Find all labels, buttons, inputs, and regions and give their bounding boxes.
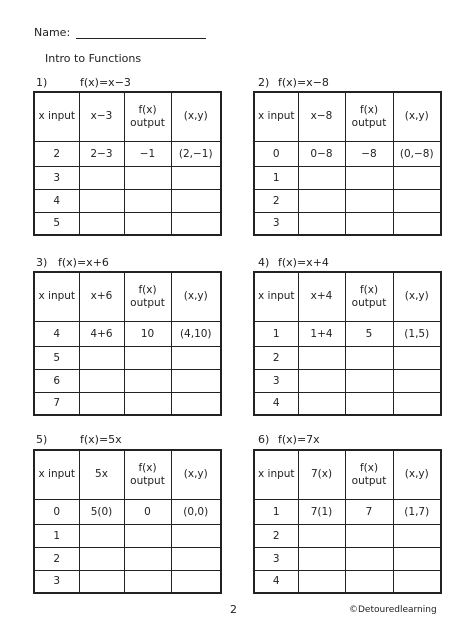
table-cell: 3 bbox=[34, 570, 79, 593]
table-cell: 10 bbox=[124, 321, 171, 346]
table-cell[interactable] bbox=[393, 166, 441, 189]
table-cell[interactable] bbox=[171, 392, 221, 415]
table-cell: 2 bbox=[34, 141, 79, 166]
problem-4-table bbox=[253, 271, 442, 416]
table-cell[interactable] bbox=[79, 392, 124, 415]
table-row bbox=[254, 346, 441, 369]
problem-function: f(x)=7x bbox=[278, 433, 320, 446]
table-cell[interactable] bbox=[124, 212, 171, 235]
table-cell[interactable] bbox=[298, 570, 345, 593]
problem-6-header bbox=[258, 433, 320, 446]
table-header-row bbox=[34, 92, 221, 141]
column-header: f(x) output bbox=[345, 92, 393, 141]
table-cell[interactable] bbox=[345, 570, 393, 593]
problem-number: 6) bbox=[258, 433, 270, 446]
table-cell: 5 bbox=[34, 212, 79, 235]
table-row bbox=[254, 369, 441, 392]
table-cell[interactable] bbox=[345, 346, 393, 369]
table-cell[interactable] bbox=[171, 189, 221, 212]
column-header: f(x) output bbox=[124, 92, 171, 141]
table-cell: 4 bbox=[34, 321, 79, 346]
table-row bbox=[34, 524, 221, 547]
table-cell[interactable] bbox=[393, 547, 441, 570]
table-row bbox=[34, 346, 221, 369]
table-cell: 2 bbox=[254, 346, 298, 369]
table-cell[interactable] bbox=[345, 524, 393, 547]
table-row bbox=[254, 166, 441, 189]
name-blank-line bbox=[76, 28, 206, 39]
table-cell[interactable] bbox=[345, 392, 393, 415]
table-row bbox=[254, 321, 441, 346]
table-cell[interactable] bbox=[171, 369, 221, 392]
table-cell[interactable] bbox=[393, 369, 441, 392]
table-cell[interactable] bbox=[79, 166, 124, 189]
problem-function: f(x)=x−8 bbox=[278, 76, 329, 89]
copyright-notice: ©Detouredlearning bbox=[349, 605, 437, 615]
table-cell: 2 bbox=[34, 547, 79, 570]
table-row bbox=[254, 141, 441, 166]
table-row bbox=[254, 547, 441, 570]
table-cell[interactable] bbox=[124, 570, 171, 593]
table-cell[interactable] bbox=[79, 547, 124, 570]
table-cell[interactable] bbox=[298, 392, 345, 415]
table-cell[interactable] bbox=[393, 189, 441, 212]
column-header: (x,y) bbox=[171, 92, 221, 141]
table-cell: 4 bbox=[254, 570, 298, 593]
column-header: x−3 bbox=[79, 92, 124, 141]
table-cell: 4 bbox=[254, 392, 298, 415]
problem-5-header bbox=[36, 433, 122, 446]
table-row bbox=[254, 392, 441, 415]
problem-2-table bbox=[253, 91, 442, 236]
problem-1-header bbox=[36, 76, 131, 89]
problem-4-header bbox=[258, 256, 329, 269]
name-label: Name: bbox=[34, 26, 71, 39]
table-cell: 0 bbox=[124, 499, 171, 524]
table-cell: −8 bbox=[345, 141, 393, 166]
column-header: x+4 bbox=[298, 272, 345, 321]
table-cell[interactable] bbox=[124, 369, 171, 392]
column-header: x input bbox=[254, 92, 298, 141]
column-header: f(x) output bbox=[124, 450, 171, 499]
problem-6-table bbox=[253, 449, 442, 594]
table-cell[interactable] bbox=[298, 166, 345, 189]
column-header: x input bbox=[34, 272, 79, 321]
table-cell: 7 bbox=[34, 392, 79, 415]
table-row bbox=[34, 212, 221, 235]
problem-2-header bbox=[258, 76, 329, 89]
table-cell[interactable] bbox=[124, 547, 171, 570]
table-row bbox=[34, 321, 221, 346]
table-cell: 1+4 bbox=[298, 321, 345, 346]
table-row bbox=[34, 369, 221, 392]
table-cell: 3 bbox=[254, 547, 298, 570]
table-row bbox=[34, 547, 221, 570]
problem-number: 3) bbox=[36, 256, 48, 269]
table-row bbox=[34, 141, 221, 166]
column-header: f(x) output bbox=[345, 450, 393, 499]
table-cell[interactable] bbox=[393, 570, 441, 593]
table-cell: (0,−8) bbox=[393, 141, 441, 166]
table-cell[interactable] bbox=[345, 212, 393, 235]
table-header-row bbox=[254, 272, 441, 321]
table-cell[interactable] bbox=[79, 369, 124, 392]
table-cell: (4,10) bbox=[171, 321, 221, 346]
table-cell[interactable] bbox=[79, 570, 124, 593]
table-cell[interactable] bbox=[79, 346, 124, 369]
table-cell: 5 bbox=[345, 321, 393, 346]
table-cell: 6 bbox=[34, 369, 79, 392]
column-header: x input bbox=[254, 272, 298, 321]
table-row bbox=[34, 166, 221, 189]
table-cell: 4 bbox=[34, 189, 79, 212]
table-cell: 7 bbox=[345, 499, 393, 524]
problem-number: 2) bbox=[258, 76, 270, 89]
table-cell: 3 bbox=[254, 369, 298, 392]
table-header-row bbox=[254, 450, 441, 499]
table-cell: 3 bbox=[254, 212, 298, 235]
column-header: (x,y) bbox=[393, 450, 441, 499]
table-cell: 5 bbox=[34, 346, 79, 369]
table-cell[interactable] bbox=[393, 212, 441, 235]
table-row bbox=[254, 212, 441, 235]
column-header: x input bbox=[254, 450, 298, 499]
table-cell[interactable] bbox=[345, 547, 393, 570]
column-header: x−8 bbox=[298, 92, 345, 141]
table-cell[interactable] bbox=[393, 392, 441, 415]
table-cell: (0,0) bbox=[171, 499, 221, 524]
table-cell[interactable] bbox=[298, 346, 345, 369]
column-header: x+6 bbox=[79, 272, 124, 321]
table-header-row bbox=[34, 450, 221, 499]
table-cell: 2−3 bbox=[79, 141, 124, 166]
table-cell[interactable] bbox=[171, 166, 221, 189]
problem-number: 4) bbox=[258, 256, 270, 269]
problem-function: f(x)=x+4 bbox=[278, 256, 329, 269]
table-cell: 1 bbox=[254, 499, 298, 524]
table-cell: 7(1) bbox=[298, 499, 345, 524]
table-cell: 1 bbox=[254, 321, 298, 346]
column-header: x input bbox=[34, 92, 79, 141]
problem-number: 5) bbox=[36, 433, 48, 446]
table-row bbox=[34, 570, 221, 593]
table-header-row bbox=[254, 92, 441, 141]
table-cell[interactable] bbox=[298, 547, 345, 570]
column-header: f(x) output bbox=[124, 272, 171, 321]
table-cell[interactable] bbox=[171, 524, 221, 547]
column-header: (x,y) bbox=[171, 272, 221, 321]
table-cell[interactable] bbox=[298, 189, 345, 212]
table-cell[interactable] bbox=[124, 392, 171, 415]
table-header-row bbox=[34, 272, 221, 321]
table-cell[interactable] bbox=[124, 524, 171, 547]
table-cell: (2,−1) bbox=[171, 141, 221, 166]
table-cell[interactable] bbox=[345, 189, 393, 212]
table-row bbox=[254, 570, 441, 593]
table-row bbox=[34, 499, 221, 524]
table-cell[interactable] bbox=[393, 524, 441, 547]
table-cell[interactable] bbox=[298, 212, 345, 235]
problem-3-table bbox=[33, 271, 222, 416]
problem-function: f(x)=5x bbox=[80, 433, 122, 446]
table-cell: 0 bbox=[254, 141, 298, 166]
table-row bbox=[34, 392, 221, 415]
table-cell[interactable] bbox=[171, 570, 221, 593]
page-number: 2 bbox=[230, 603, 237, 616]
table-cell: 0−8 bbox=[298, 141, 345, 166]
table-row bbox=[34, 189, 221, 212]
problem-function: f(x)=x+6 bbox=[58, 256, 109, 269]
table-cell: 1 bbox=[34, 524, 79, 547]
table-cell[interactable] bbox=[171, 212, 221, 235]
table-cell[interactable] bbox=[298, 524, 345, 547]
column-header: 5x bbox=[79, 450, 124, 499]
table-cell: 2 bbox=[254, 524, 298, 547]
table-cell: 1 bbox=[254, 166, 298, 189]
column-header: (x,y) bbox=[393, 92, 441, 141]
table-cell: 0 bbox=[34, 499, 79, 524]
table-row bbox=[254, 499, 441, 524]
table-cell: 5(0) bbox=[79, 499, 124, 524]
problem-5-table bbox=[33, 449, 222, 594]
problem-1-table bbox=[33, 91, 222, 236]
table-cell[interactable] bbox=[171, 547, 221, 570]
problem-number: 1) bbox=[36, 76, 48, 89]
worksheet-title: Intro to Functions bbox=[45, 52, 142, 65]
table-cell[interactable] bbox=[171, 346, 221, 369]
table-cell: 2 bbox=[254, 189, 298, 212]
table-cell[interactable] bbox=[393, 346, 441, 369]
table-row bbox=[254, 524, 441, 547]
table-cell[interactable] bbox=[79, 189, 124, 212]
table-cell: (1,7) bbox=[393, 499, 441, 524]
table-cell[interactable] bbox=[345, 369, 393, 392]
table-cell: −1 bbox=[124, 141, 171, 166]
table-cell[interactable] bbox=[298, 369, 345, 392]
column-header: (x,y) bbox=[393, 272, 441, 321]
table-cell[interactable] bbox=[79, 212, 124, 235]
column-header: 7(x) bbox=[298, 450, 345, 499]
table-cell[interactable] bbox=[79, 524, 124, 547]
table-cell[interactable] bbox=[124, 189, 171, 212]
table-cell: 3 bbox=[34, 166, 79, 189]
problem-3-header bbox=[36, 256, 109, 269]
column-header: f(x) output bbox=[345, 272, 393, 321]
column-header: (x,y) bbox=[171, 450, 221, 499]
table-cell[interactable] bbox=[345, 166, 393, 189]
table-cell: 4+6 bbox=[79, 321, 124, 346]
table-row bbox=[254, 189, 441, 212]
problem-function: f(x)=x−3 bbox=[80, 76, 131, 89]
table-cell[interactable] bbox=[124, 346, 171, 369]
table-cell: (1,5) bbox=[393, 321, 441, 346]
column-header: x input bbox=[34, 450, 79, 499]
table-cell[interactable] bbox=[124, 166, 171, 189]
name-field bbox=[34, 26, 206, 39]
